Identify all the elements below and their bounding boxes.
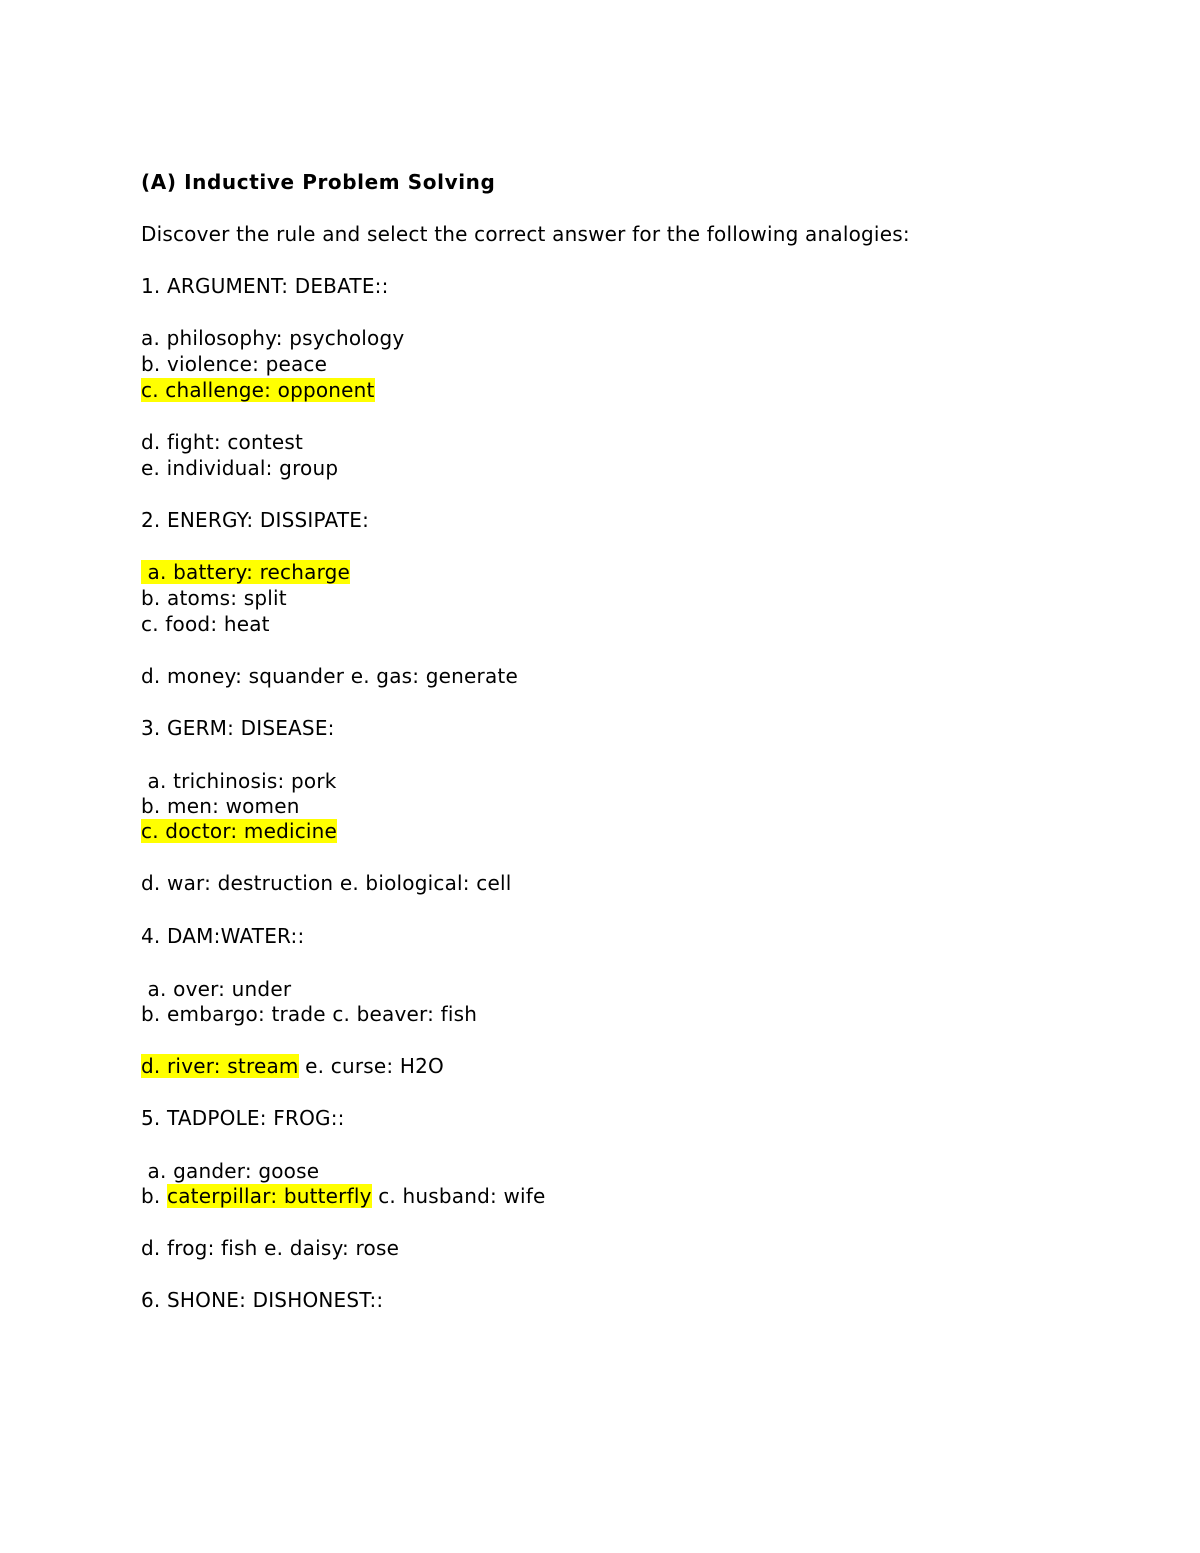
question-1-option-e: e. individual: group <box>141 456 339 480</box>
question-3-option-a: a. trichinosis: pork <box>141 769 337 793</box>
option-label: b. <box>141 1184 168 1208</box>
highlighted-answer: caterpillar: butterfly <box>167 1184 372 1208</box>
highlighted-answer: a. battery: recharge <box>141 560 351 584</box>
question-4-option-a: a. over: under <box>141 977 292 1001</box>
question-2-option-b: b. atoms: split <box>141 586 287 610</box>
question-4-options-d-e <box>141 1053 444 1079</box>
question-4-option-e: e. curse: H2O <box>298 1054 444 1078</box>
question-5-option-a: a. gander: goose <box>141 1159 320 1183</box>
question-6-prompt: 6. SHONE: DISHONEST:: <box>141 1288 384 1312</box>
question-3-option-c <box>141 818 337 844</box>
highlighted-answer: c. doctor: medicine <box>141 819 338 843</box>
highlighted-answer: c. challenge: opponent <box>141 378 375 402</box>
question-4-prompt: 4. DAM:WATER:: <box>141 924 305 948</box>
question-4-options-b-c: b. embargo: trade c. beaver: fish <box>141 1002 478 1026</box>
question-1-option-a: a. philosophy: psychology <box>141 326 405 350</box>
question-2-option-c: c. food: heat <box>141 612 270 636</box>
question-1-option-b: b. violence: peace <box>141 352 328 376</box>
question-1-prompt: 1. ARGUMENT: DEBATE:: <box>141 274 389 298</box>
question-2-option-a <box>141 559 350 585</box>
question-3-option-b: b. men: women <box>141 794 300 818</box>
question-2-prompt: 2. ENERGY: DISSIPATE: <box>141 508 370 532</box>
question-2-options-d-e: d. money: squander e. gas: generate <box>141 664 518 688</box>
question-5-prompt: 5. TADPOLE: FROG:: <box>141 1106 345 1130</box>
question-3-prompt: 3. GERM: DISEASE: <box>141 716 335 740</box>
question-1-option-c <box>141 377 375 403</box>
question-5-options-d-e: d. frog: fish e. daisy: rose <box>141 1236 400 1260</box>
highlighted-answer: d. river: stream <box>141 1054 299 1078</box>
section-heading: (A) Inductive Problem Solving <box>141 170 496 194</box>
question-1-option-d: d. fight: contest <box>141 430 304 454</box>
question-5-option-c: c. husband: wife <box>371 1184 546 1208</box>
question-3-options-d-e: d. war: destruction e. biological: cell <box>141 871 512 895</box>
instructions: Discover the rule and select the correct answer for the following analogies: <box>141 222 910 246</box>
question-5-options-b-c <box>141 1183 546 1209</box>
